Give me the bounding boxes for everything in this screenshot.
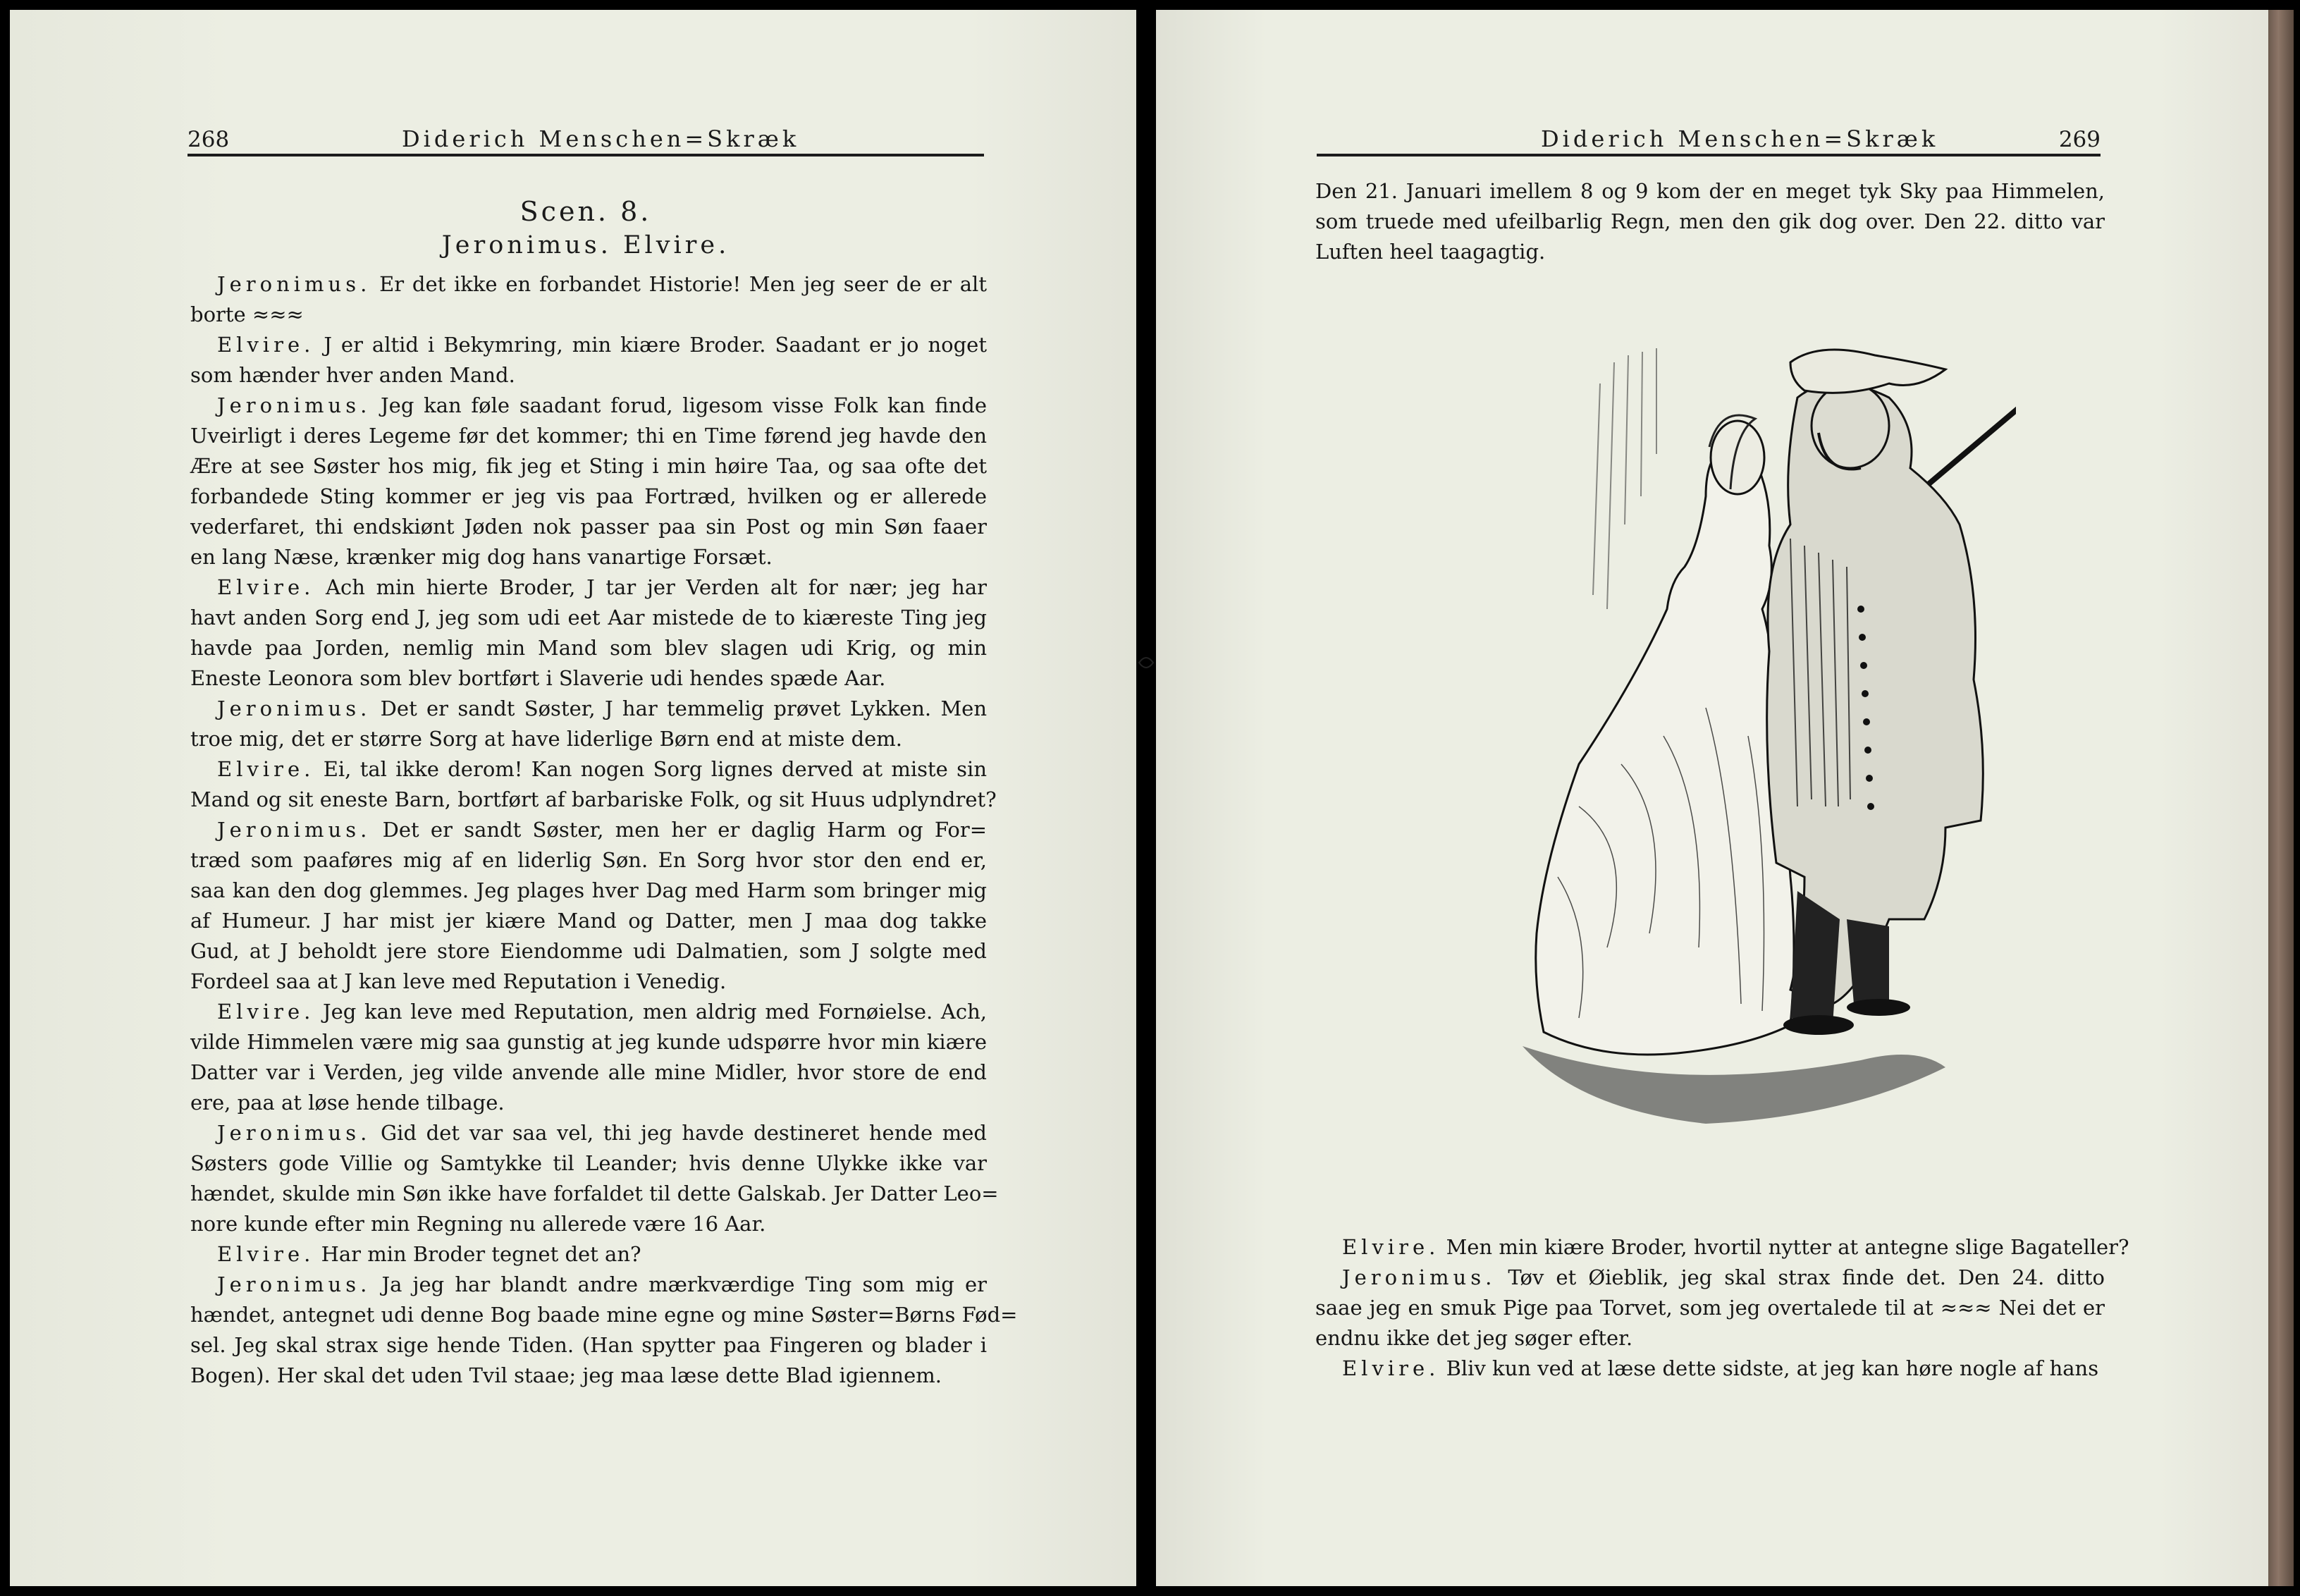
text-line [190, 481, 987, 512]
line-text: en lang Næse, krænker mig dog hans vanartige Forsæt. [190, 545, 773, 569]
line-text: Jeg kan leve med Reputation, men aldrig med Fornøielse. Ach, [314, 1000, 987, 1024]
line-text: ere, paa at løse hende tilbage. [190, 1091, 505, 1115]
speaker-name: Jeronimus. [1342, 1265, 1496, 1289]
line-text: hændet, skulde min Søn ikke have forfaldet til dette Galskab. Jer Datter Leo= [190, 1181, 999, 1205]
text-line [190, 572, 987, 603]
line-text: Luften heel taagagtig. [1315, 240, 1546, 264]
text-line [190, 330, 987, 360]
line-text: Ach min hierte Broder, J tar jer Verden alt for nær; jeg har [314, 575, 987, 599]
line-text: Ei, tal ikke derom! Kan nogen Sorg lignes derved at miste sin [314, 757, 987, 781]
line-text: Den 21. Januari imellem 8 og 9 kom der en meget tyk Sky paa Himmelen, [1315, 179, 2105, 203]
speaker-name: Elvire. [217, 1242, 315, 1266]
line-text: Søsters gode Villie og Samtykke til Leander; hvis denne Ulykke ikke var [190, 1151, 987, 1175]
tricorn-hat [1790, 350, 1945, 393]
text-line [1315, 1263, 2105, 1293]
text-line [190, 1179, 999, 1209]
right-bottom-text [1315, 1232, 2129, 1384]
speaker-name: Jeronimus. [217, 1121, 371, 1145]
line-text: af Humeur. J har mist jer kiære Mand og Datter, men J maa dog takke [190, 909, 987, 933]
speaker-name: Jeronimus. [217, 272, 371, 296]
text-line [190, 1148, 987, 1179]
line-text: Datter var i Verden, jeg vilde anvende alle mine Midler, hvor store de end [190, 1060, 987, 1084]
text-line [190, 1361, 987, 1391]
text-line [190, 1270, 987, 1300]
left-page-header [187, 123, 984, 156]
line-text: nore kunde efter min Regning nu allerede være 16 Aar. [190, 1212, 766, 1236]
text-line [1315, 207, 2105, 237]
text-line [1315, 1323, 2105, 1353]
text-line [190, 1118, 987, 1148]
line-text: saae jeg en smuk Pige paa Torvet, som jeg overtalede til at ≈≈≈ Nei det er [1315, 1296, 2105, 1320]
text-line [190, 966, 987, 997]
line-text: Gid det var saa vel, thi jeg havde destineret hende med [371, 1121, 987, 1145]
line-text: J er altid i Bekymring, min kiære Broder. Saadant er jo noget [314, 333, 987, 357]
text-line [190, 633, 987, 663]
speaker-name: Jeronimus. [217, 696, 371, 720]
book-cover-edge [2268, 10, 2294, 1586]
right-top-text [1315, 176, 2105, 267]
left-page [10, 10, 1136, 1586]
engraving-illustration [1494, 313, 2016, 1145]
text-line [190, 421, 987, 451]
left-body-text [190, 269, 1018, 1391]
text-line [190, 1088, 987, 1118]
text-line [190, 1300, 1018, 1330]
text-line [190, 512, 987, 542]
text-line [190, 997, 987, 1027]
scene-cast: Jeronimus. Elvire. [441, 231, 730, 259]
line-text: vilde Himmelen være mig saa gunstig at jeg kunde udspørre hvor min kiære [190, 1030, 987, 1054]
line-text: saa kan den dog glemmes. Jeg plages hver Dag med Harm som bringer mig [190, 878, 987, 902]
text-line [190, 1330, 987, 1361]
line-text: Gud, at J beholdt jere store Eiendomme udi Dalmatien, som J solgte med [190, 939, 987, 963]
text-line [190, 876, 987, 906]
text-line [1315, 1353, 2105, 1384]
text-line [190, 724, 987, 754]
text-line [190, 451, 987, 481]
right-running-head: Diderich Menschen=Skræk [1541, 125, 1939, 152]
line-text: Det er sandt Søster, J har temmelig prøvet Lykken. Men [371, 696, 987, 720]
text-line [1315, 1293, 2105, 1323]
speaker-name: Jeronimus. [217, 818, 371, 842]
line-text: Mand og sit eneste Barn, bortført af barbariske Folk, og sit Huus udplyndret? [190, 787, 997, 811]
line-text: Bogen). Her skal det uden Tvil staae; jeg maa læse dette Blad igiennem. [190, 1363, 942, 1387]
background-hatching [1593, 348, 1656, 609]
speaker-name: Elvire. [1342, 1235, 1440, 1259]
line-text: Tøv et Øieblik, jeg skal strax finde det. Den 24. ditto [1496, 1265, 2105, 1289]
text-line [190, 269, 987, 300]
text-line [190, 603, 987, 633]
text-line [1315, 237, 2105, 267]
binding-fold [1138, 649, 1155, 677]
line-text: borte ≈≈≈ [190, 302, 304, 326]
line-text: endnu ikke det jeg søger efter. [1315, 1326, 1633, 1350]
line-text: Men min kiære Broder, hvortil nytter at antegne slige Bagateller? [1439, 1235, 2129, 1259]
line-text: Fordeel saa at J kan leve med Reputation i Venedig. [190, 969, 727, 993]
text-line [190, 845, 987, 876]
line-text: troe mig, det er større Sorg at have liderlige Børn end at miste dem. [190, 727, 903, 751]
line-text: vederfaret, thi endskiønt Jøden nok passer paa sin Post og min Søn faaer [190, 515, 987, 539]
line-text: havt anden Sorg end J, jeg som udi eet Aar mistede de to kiæreste Ting jeg [190, 606, 987, 630]
line-text: Ja jeg har blandt andre mærkværdige Ting som mig er [371, 1272, 987, 1296]
line-text: Det er sandt Søster, men her er daglig Harm og For= [371, 818, 987, 842]
woman-figure [1536, 447, 1794, 1055]
line-text: havde paa Jorden, nemlig min Mand som blev slagen udi Krig, og min [190, 636, 987, 660]
speaker-name: Elvire. [217, 757, 315, 781]
right-page-number: 269 [2058, 127, 2101, 152]
line-text: Bliv kun ved at læse dette sidste, at jeg kan høre nogle af hans [1439, 1356, 2099, 1380]
text-line [190, 936, 987, 966]
speaker-name: Elvire. [217, 575, 315, 599]
speaker-name: Elvire. [217, 1000, 315, 1024]
line-text: som truede med ufeilbarlig Regn, men den gik dog over. Den 22. ditto var [1315, 209, 2105, 233]
line-text: Ære at see Søster hos mig, fik jeg et Sting i min høire Taa, og saa ofte det [190, 454, 987, 478]
text-line [190, 694, 987, 724]
line-text: som hænder hver anden Mand. [190, 363, 515, 387]
line-text: træd som paaføres mig af en liderlig Søn. En Sorg hvor stor den end er, [190, 848, 987, 872]
speaker-name: Elvire. [217, 333, 315, 357]
text-line [190, 360, 987, 391]
text-line [190, 1057, 987, 1088]
text-line [190, 906, 987, 936]
line-text: sel. Jeg skal strax sige hende Tiden. (Han spytter paa Fingeren og blader i [190, 1333, 987, 1357]
text-line [190, 815, 987, 845]
line-text: hændet, antegnet udi denne Bog baade mine egne og mine Søster=Børns Fød= [190, 1303, 1018, 1327]
right-page-header [1317, 123, 2101, 156]
text-line [190, 1209, 987, 1239]
text-line [190, 1027, 987, 1057]
text-line [190, 391, 987, 421]
text-line [1315, 1232, 2129, 1263]
text-line [190, 754, 987, 785]
text-line [190, 785, 997, 815]
scene-title: Scen. 8. [519, 196, 652, 227]
text-line [190, 300, 987, 330]
text-line [190, 1239, 987, 1270]
left-running-head: Diderich Menschen=Skræk [402, 125, 800, 152]
left-page-number: 268 [187, 127, 230, 152]
line-text: forbandede Sting kommer er jeg vis paa Fortræd, hvilken og er allerede [190, 484, 987, 508]
line-text: Har min Broder tegnet det an? [314, 1242, 641, 1266]
speaker-name: Elvire. [1342, 1356, 1440, 1380]
text-line [190, 542, 987, 572]
text-line [190, 663, 987, 694]
right-page [1156, 10, 2268, 1586]
line-text: Er det ikke en forbandet Historie! Men jeg seer de er alt [371, 272, 987, 296]
line-text: Jeg kan føle saadant forud, ligesom visse Folk kan finde [371, 393, 987, 417]
line-text: Eneste Leonora som blev bortført i Slaverie udi hendes spæde Aar. [190, 666, 886, 690]
text-line [1315, 176, 2105, 207]
line-text: Uveirligt i deres Legeme før det kommer; thi en Time førend jeg havde den [190, 424, 987, 448]
speaker-name: Jeronimus. [217, 393, 371, 417]
speaker-name: Jeronimus. [217, 1272, 371, 1296]
